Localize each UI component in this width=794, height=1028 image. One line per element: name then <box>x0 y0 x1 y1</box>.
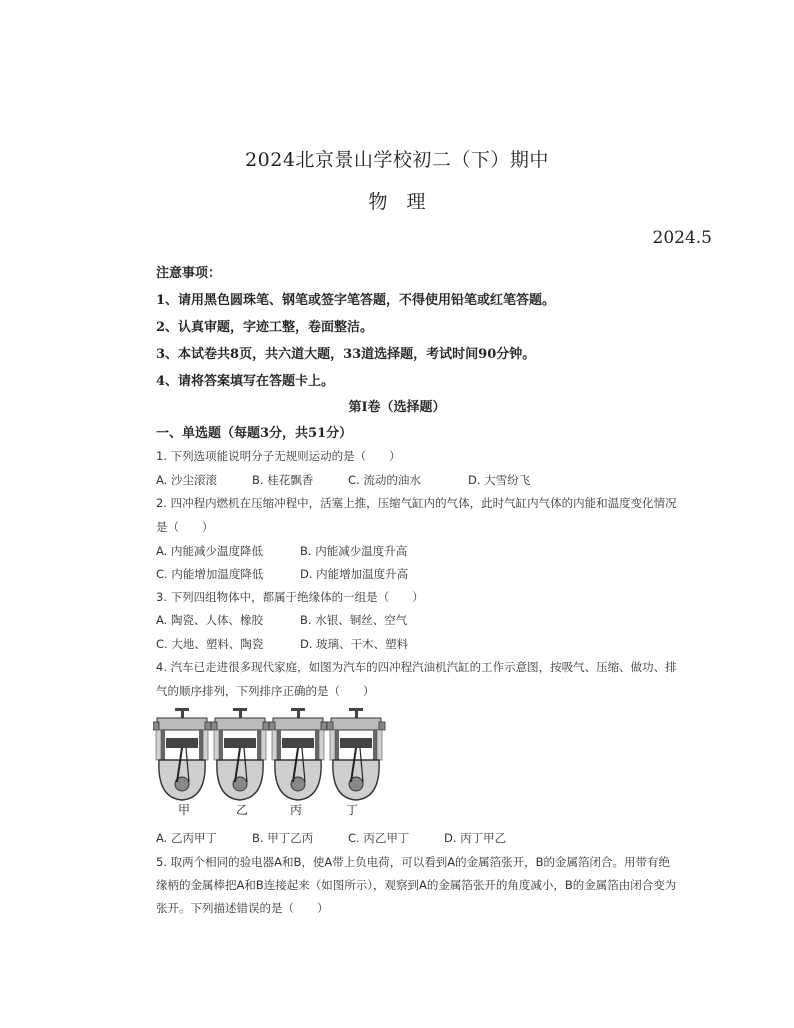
section-title: 第Ⅰ卷（选择题） <box>348 400 446 415</box>
question-4-stem: 4. 汽车已走进很多现代家庭，如图为汽车的四冲程汽油机汽缸的工作示意图，按吸气、压缩、做功、排 <box>156 660 677 674</box>
q4-option-b: B. 甲丁乙丙 <box>252 831 314 845</box>
note-item: 3、本试卷共8页，共六道大题，33道选择题，考试时间90分钟。 <box>156 347 536 362</box>
q4-option-c: C. 丙乙甲丁 <box>348 831 410 845</box>
q1-option-a: A. 沙尘滚滚 <box>156 473 217 487</box>
question-5-stem-cont: 缘柄的金属棒把A和B连接起来（如图所示），观察到A的金属箔张开的角度减小，B的金属箔由闭合变为 <box>156 878 677 892</box>
q2-option-c: C. 内能增加温度降低 <box>156 567 264 581</box>
q3-option-b: B. 水银、铜丝、空气 <box>300 613 408 627</box>
note-item: 4、请将答案填写在答题卡上。 <box>156 374 335 389</box>
question-3-stem: 3. 下列四组物体中，都属于绝缘体的一组是（ ） <box>156 590 424 604</box>
figure-label-ding: 丁 <box>346 803 359 817</box>
q4-option-d: D. 丙丁甲乙 <box>444 831 507 845</box>
question-2-stem-cont: 是（ ） <box>156 520 214 534</box>
exam-date: 2024.5 <box>652 228 712 248</box>
figure-label-bing: 丙 <box>290 803 303 817</box>
q3-option-a: A. 陶瓷、人体、橡胶 <box>156 613 263 627</box>
question-2-stem: 2. 四冲程内燃机在压缩冲程中，活塞上推，压缩气缸内的气体，此时气缸内气体的内能和温度变化情况 <box>156 496 677 510</box>
figure-label-yi: 乙 <box>236 803 249 817</box>
q2-option-a: A. 内能减少温度降低 <box>156 544 263 558</box>
note-item: 2、认真审题，字迹工整，卷面整洁。 <box>156 320 374 335</box>
question-5-stem-end: 张开。下列描述错误的是（ ） <box>156 901 329 915</box>
page-title: 2024北京景山学校初二（下）期中 <box>245 149 549 171</box>
q3-option-d: D. 玻璃、干木、塑料 <box>300 637 409 651</box>
notes-heading: 注意事项： <box>156 266 222 281</box>
question-4-stem-cont: 气的顺序排列，下列排序正确的是（ ） <box>156 684 375 698</box>
subject-title: 物 理 <box>368 191 426 213</box>
part-heading: 一、单选题（每题3分，共51分） <box>156 426 353 441</box>
q2-option-d: D. 内能增加温度升高 <box>300 567 409 581</box>
figure-label-jia: 甲 <box>178 803 191 817</box>
q1-option-c: C. 流动的油水 <box>348 473 421 487</box>
q4-option-a: A. 乙丙甲丁 <box>156 831 217 845</box>
note-item: 1、请用黑色圆珠笔、钢笔或签字笔答题，不得使用铅笔或红笔答题。 <box>156 293 556 308</box>
question-1-stem: 1. 下列选项能说明分子无规则运动的是（ ） <box>156 449 401 463</box>
q2-option-b: B. 内能减少温度升高 <box>300 544 408 558</box>
q1-option-b: B. 桂花飘香 <box>252 473 314 487</box>
question-5-stem: 5. 取两个相同的验电器A和B，使A带上负电荷，可以看到A的金属箔张开，B的金属箔闭合。用带有绝 <box>156 855 671 869</box>
q1-option-d: D. 大雪纷飞 <box>468 473 531 487</box>
q3-option-c: C. 大地、塑料、陶瓷 <box>156 637 264 651</box>
